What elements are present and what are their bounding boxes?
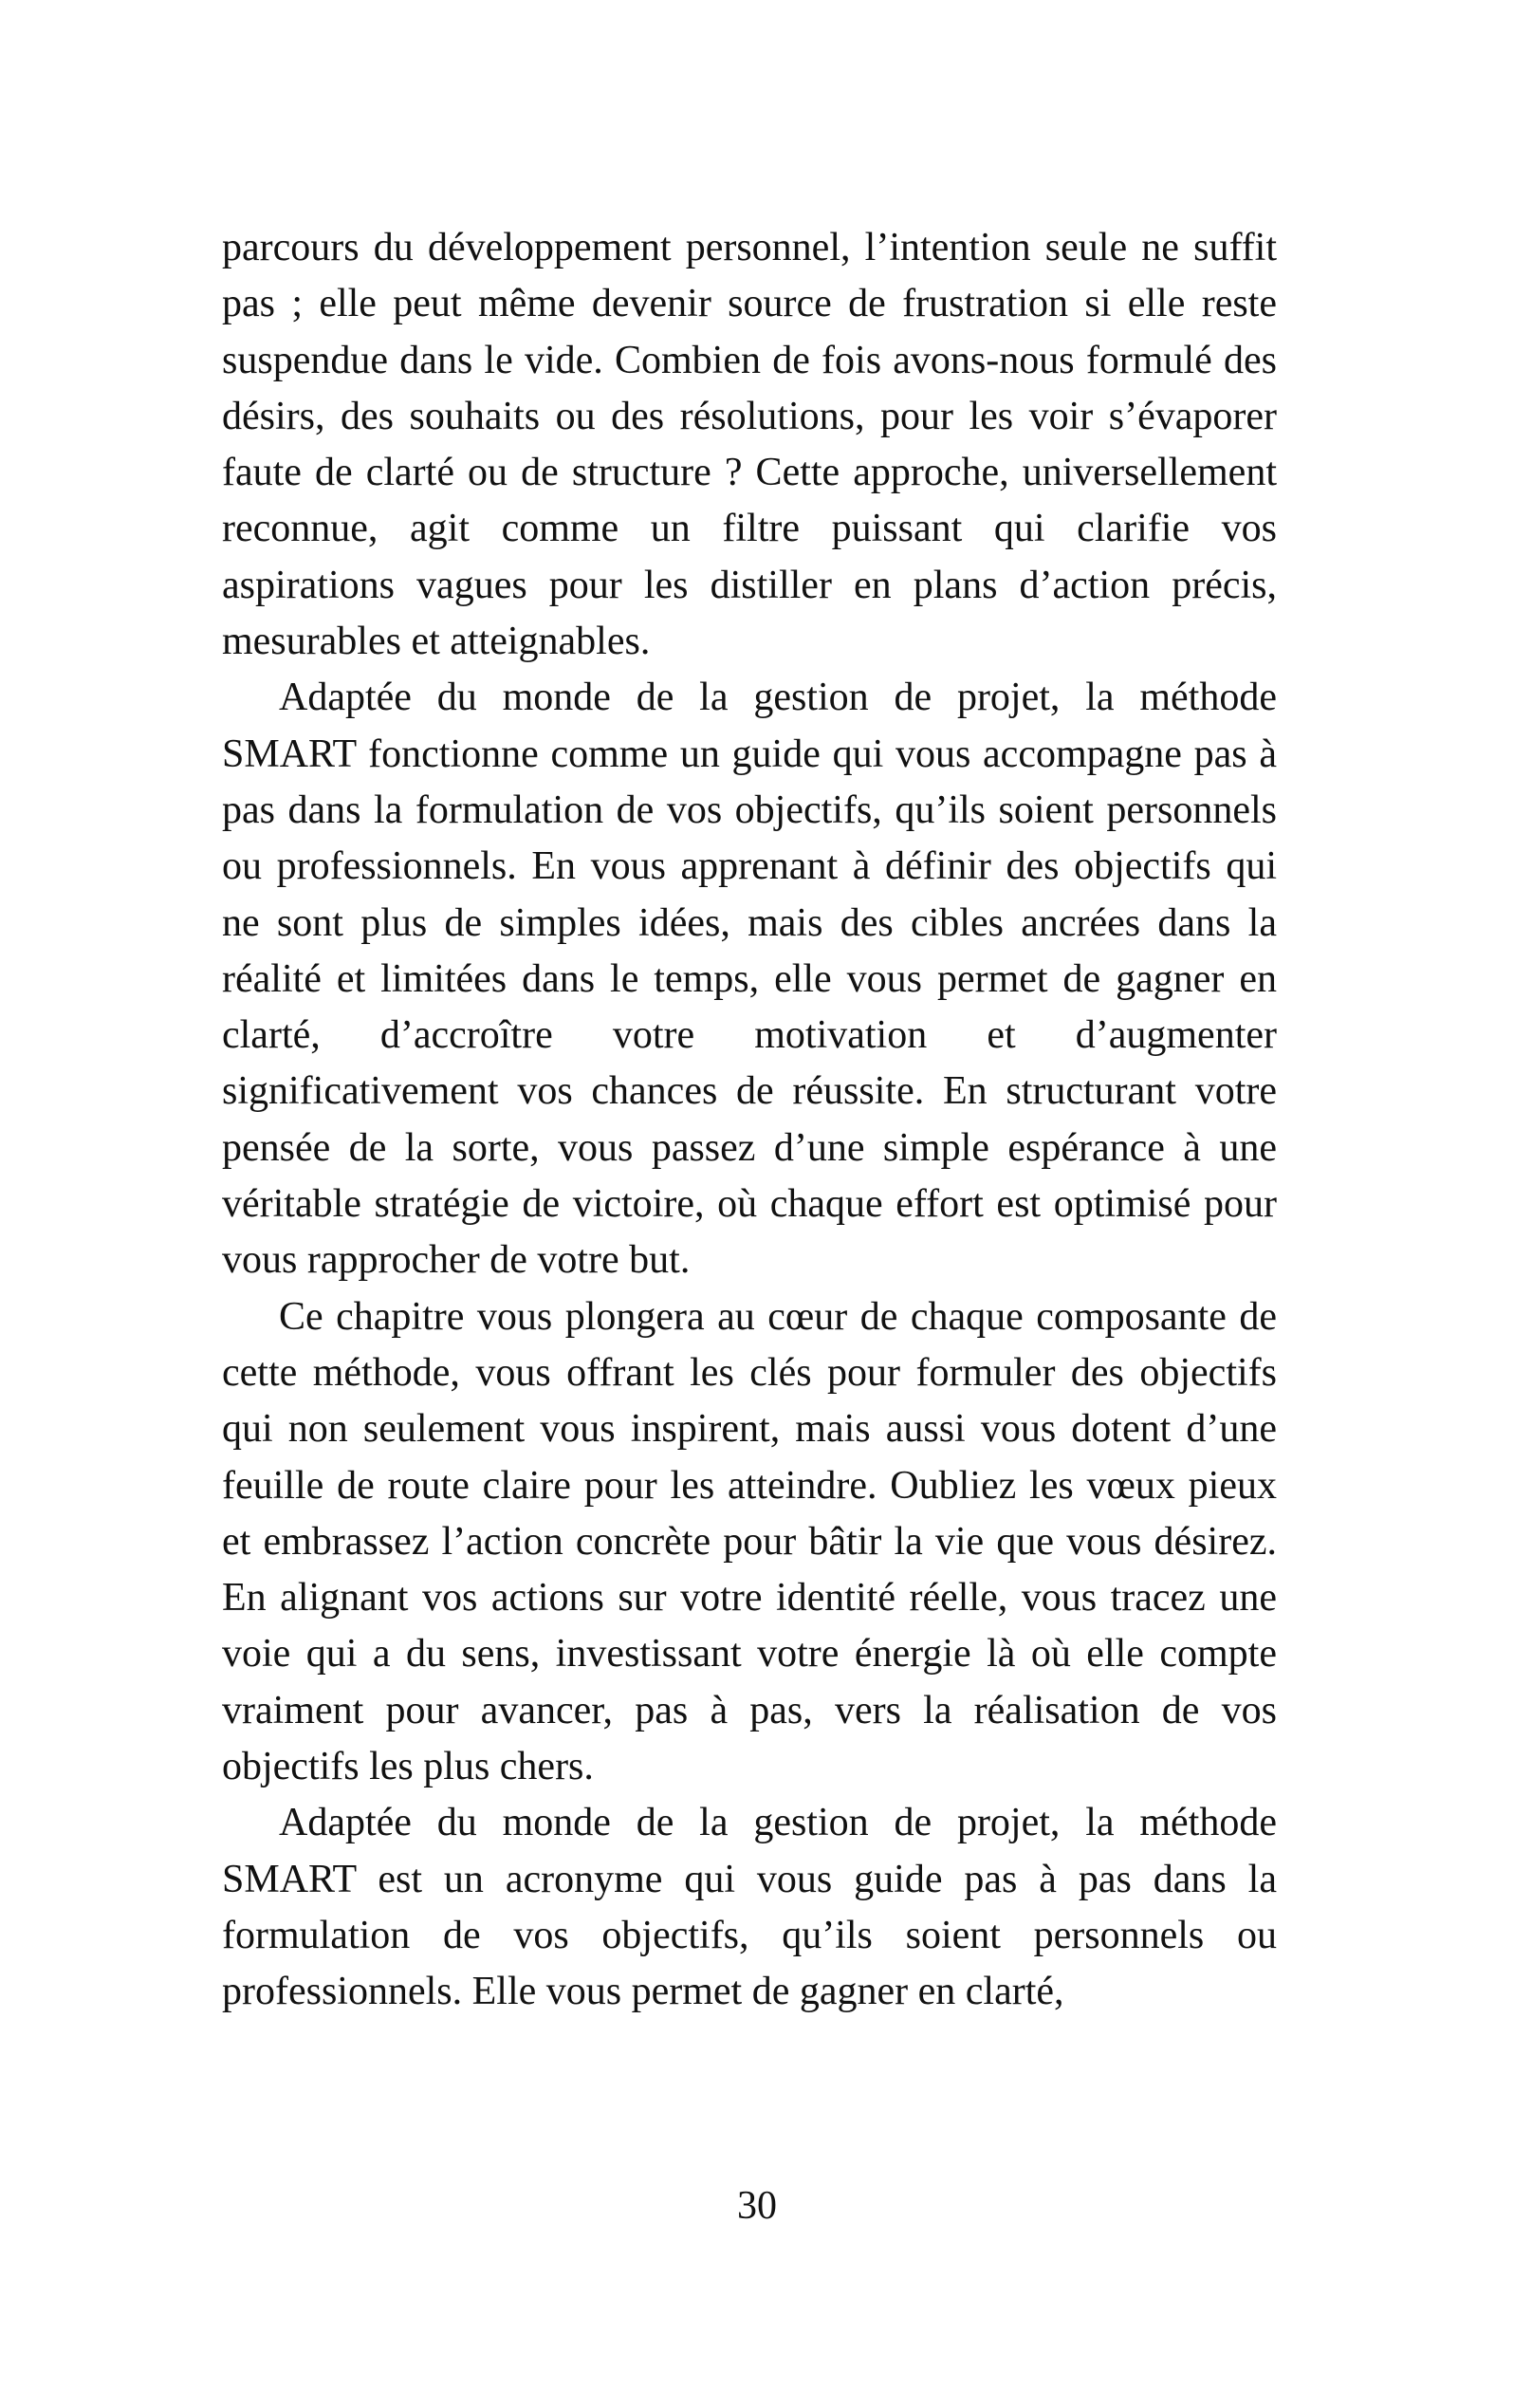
body-text xyxy=(222,220,1277,2021)
paragraph-1: parcours du développement personnel, l’intention seule ne suffit pas ; elle peut même devenir source de frustration si elle reste suspendue dans le vide. Combien de fois avons-nous formulé des désirs, des souhaits ou des résolutions, pour les voir s’évaporer faute de clarté ou de structure ? Cette approche, universellement reconnue, agit comme un filtre puissant qui clarifie vos aspirations vagues pour les distiller en plans d’action précis, mesurables et atteignables. xyxy=(222,226,1277,664)
paragraph-2: Adaptée du monde de la gestion de projet, la méthode SMART fonctionne comme un guide qui vous accompagne pas à pas dans la formulation de vos objectifs, qu’ils soient personnels ou professionnels. En vous apprenant à définir des objectifs qui ne sont plus de simples idées, mais des cibles ancrées dans la réalité et limitées dans le temps, elle vous permet de gagner en clarté, d’accroître votre motivation et d’augmenter significativement vos chances de réussite. En structurant votre pensée de la sorte, vous passez d’une simple espérance à une véritable stratégie de victoire, où chaque effort est optimisé pour vous rapprocher de votre but. xyxy=(222,676,1277,1283)
paragraph-4: Adaptée du monde de la gestion de projet, la méthode SMART est un acronyme qui vous guide pas à pas dans la formulation de vos objectifs, qu’ils soient personnels ou professionnels. Elle vous permet de gagner en clarté, xyxy=(222,1801,1277,2014)
paragraph-3: Ce chapitre vous plongera au cœur de chaque composante de cette méthode, vous offrant les clés pour formuler des objectifs qui non seulement vous inspirent, mais aussi vous dotent d’une feuille de route claire pour les atteindre. Oubliez les vœux pieux et embrassez l’action concrète pour bâtir la vie que vous désirez. En alignant vos actions sur votre identité réelle, vous tracez une voie qui a du sens, investissant votre énergie là où elle compte vraiment pour avancer, pas à pas, vers la réalisation de vos objectifs les plus chers. xyxy=(222,1294,1277,1789)
page-number: 30 xyxy=(737,2184,777,2228)
